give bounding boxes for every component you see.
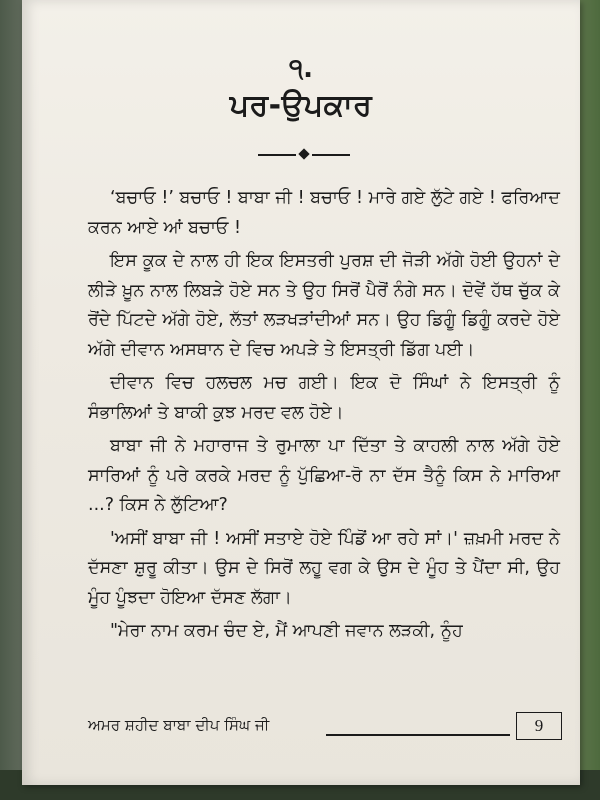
- chapter-title: ਪਰ-ਉਪਕਾਰ: [229, 88, 373, 123]
- body-text: [88, 184, 560, 647]
- diamond-icon: [298, 148, 309, 159]
- title-ornament: [258, 148, 350, 162]
- paragraph: "ਮੇਰਾ ਨਾਮ ਕਰਮ ਚੰਦ ਏ, ਮੈਂ ਆਪਣੀ ਜਵਾਨ ਲੜਕੀ, ਨੂੰਹ: [110, 621, 463, 641]
- paragraph: ਬਾਬਾ ਜੀ ਨੇ ਮਹਾਰਾਜ ਤੇ ਰੁਮਾਲਾ ਪਾ ਦਿੱਤਾ ਤੇ ਕਾਹਲੀ ਨਾਲ ਅੱਗੇ ਹੋਏ ਸਾਰਿਆਂ ਨੂੰ ਪਰੇ ਕਰਕੇ ਮਰਦ ਨੂੰ ਪੁੱਛਿਆ-ਰੋ ਨਾ ਦੱਸ ਤੈਨੂੰ ਕਿਸ ਨੇ ਮਾਰਿਆ ...? ਕਿਸ ਨੇ ਲੁੱਟਿਆ?: [88, 436, 560, 515]
- footer-rule: [326, 734, 510, 736]
- paragraph: ਇਸ ਕੂਕ ਦੇ ਨਾਲ ਹੀ ਇਕ ਇਸਤਰੀ ਪੁਰਸ਼ ਦੀ ਜੋੜੀ ਅੱਗੇ ਹੋਈ ਉਹਨਾਂ ਦੇ ਲੀੜੇ ਖ਼ੂਨ ਨਾਲ ਲਿਬੜੇ ਹੋਏ ਸਨ ਤੇ ਉਹ ਸਿਰੋਂ ਪੈਰੋਂ ਨੰਗੇ ਸਨ। ਦੋਵੇਂ ਹੱਥ ਚੁੱਕ ਕੇ ਰੋਂਦੇ ਪਿੱਟਦੇ ਅੱਗੇ ਹੋਏ, ਲੱਤਾਂ ਲੜਖੜਾਂਦੀਆਂ ਸਨ। ਉਹ ਡਿਗੂੰ ਡਿਗੂੰ ਕਰਦੇ ਹੋਏ ਅੱਗੇ ਦੀਵਾਨ ਅਸਥਾਨ ਦੇ ਵਿਚ ਅਪੜੇ ਤੇ ਇਸਤ੍ਰੀ ਡਿੱਗ ਪਈ।: [88, 251, 560, 360]
- chapter-number: ੧.: [289, 54, 313, 84]
- ornament-line-right: [312, 154, 350, 156]
- page-number: 9: [516, 712, 562, 740]
- page-footer: [88, 712, 562, 742]
- paragraph: ‘ਬਚਾਓ !’ ਬਚਾਓ ! ਬਾਬਾ ਜੀ ! ਬਚਾਓ ! ਮਾਰੇ ਗਏ ਲੁੱਟੇ ਗਏ ! ਫਰਿਆਦ ਕਰਨ ਆਏ ਆਂ ਬਚਾਓ !: [88, 188, 560, 238]
- footer-book-title: ਅਮਰ ਸ਼ਹੀਦ ਬਾਬਾ ਦੀਪ ਸਿੰਘ ਜੀ: [88, 716, 270, 734]
- paragraph: 'ਅਸੀਂ ਬਾਬਾ ਜੀ ! ਅਸੀਂ ਸਤਾਏ ਹੋਏ ਪਿੰਡੋਂ ਆ ਰਹੇ ਸਾਂ।' ਜ਼ਖ਼ਮੀ ਮਰਦ ਨੇ ਦੱਸਣਾ ਸ਼ੁਰੂ ਕੀਤਾ। ਉਸ ਦੇ ਸਿਰੋਂ ਲਹੂ ਵਗ ਕੇ ਉਸ ਦੇ ਮੂੰਹ ਤੇ ਪੈਂਦਾ ਸੀ, ਉਹ ਮੂੰਹ ਪੂੰਝਦਾ ਹੋਇਆ ਦੱਸਣ ਲੱਗਾ।: [88, 528, 560, 608]
- paragraph: ਦੀਵਾਨ ਵਿਚ ਹਲਚਲ ਮਚ ਗਈ। ਇਕ ਦੋ ਸਿੰਘਾਂ ਨੇ ਇਸਤ੍ਰੀ ਨੂੰ ਸੰਭਾਲਿਆਂ ਤੇ ਬਾਕੀ ਕੁਝ ਮਰਦ ਵਲ ਹੋਏ।: [88, 373, 560, 423]
- book-page: [22, 0, 580, 785]
- ornament-line-left: [258, 154, 296, 156]
